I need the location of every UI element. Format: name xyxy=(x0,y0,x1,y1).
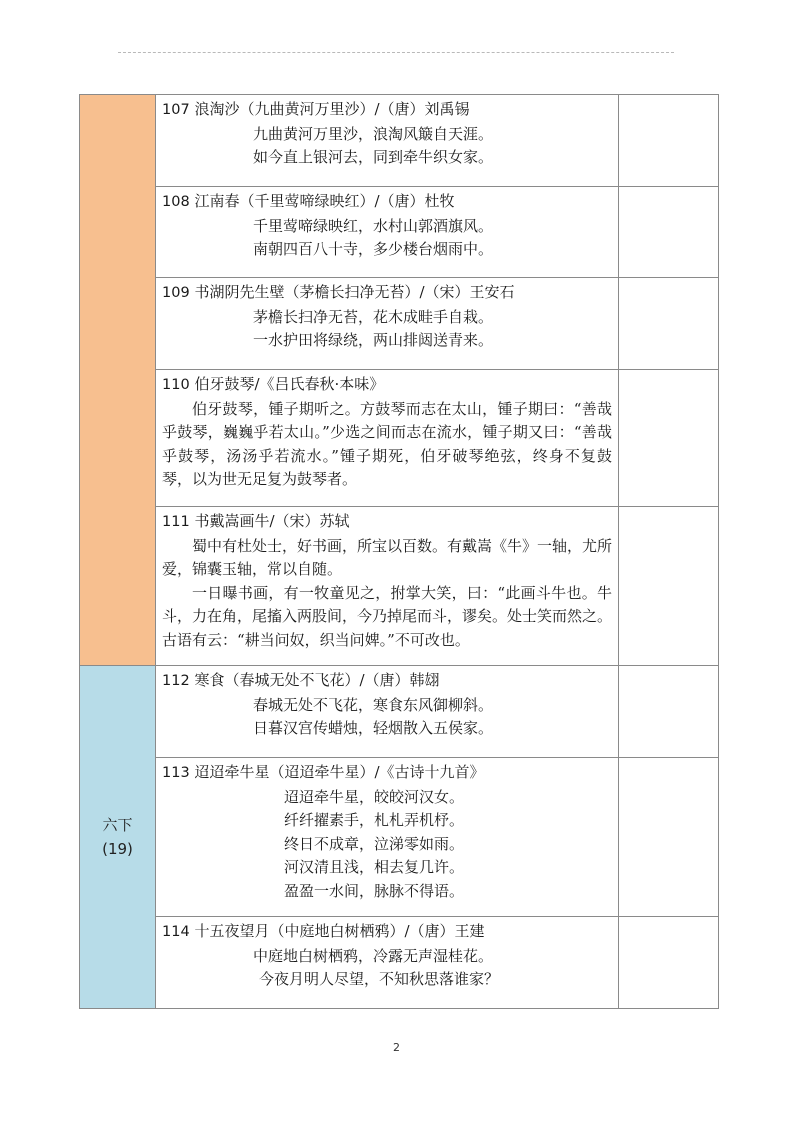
grade-label xyxy=(80,95,155,119)
verse-line: 九曲黄河万里沙，浪淘风簸自天涯。 xyxy=(253,124,494,143)
page-number: 2 xyxy=(393,1041,400,1054)
entry-title: 113 迢迢牵牛星（迢迢牵牛星）/《古诗十九首》 xyxy=(162,763,485,781)
note-cell xyxy=(619,370,719,507)
entry-title: 114 十五夜望月（中庭地白树栖鸦）/（唐）王建 xyxy=(162,922,485,940)
entry-cell xyxy=(156,666,619,758)
entry-107 xyxy=(156,95,618,174)
entry-cell xyxy=(156,758,619,917)
prose-paragraph: 伯牙鼓琴，锺子期听之。方鼓琴而志在太山，锺子期曰：“善哉乎鼓琴，巍巍乎若太山。”少选之间而志在流水，锺子期又曰：“善哉乎鼓琴，汤汤乎若流水。”锺子期死，伯牙破琴绝弦，终身不复鼓琴，以为世无足复为鼓琴者。 xyxy=(162,399,612,488)
entry-111 xyxy=(156,507,618,656)
header-rule xyxy=(118,52,674,53)
entry-title: 111 书戴嵩画牛/（宋）苏轼 xyxy=(162,512,350,530)
entry-title: 110 伯牙鼓琴/《吕氏春秋·本味》 xyxy=(162,375,385,393)
entry-114 xyxy=(156,917,618,996)
verse-line: 中庭地白树栖鸦，冷露无声湿桂花。 xyxy=(253,946,494,965)
verse-line: 盈盈一水间，脉脉不得语。 xyxy=(284,881,465,900)
entry-title: 112 寒食（春城无处不飞花）/（唐）韩翃 xyxy=(162,671,440,689)
note-cell xyxy=(619,278,719,370)
note-cell xyxy=(619,917,719,1009)
verse-line: 千里莺啼绿映红，水村山郭酒旗风。 xyxy=(253,216,494,235)
verse-line: 茅檐长扫净无苔，花木成畦手自栽。 xyxy=(253,307,494,326)
note-cell xyxy=(619,95,719,187)
entry-title: 109 书湖阴先生壁（茅檐长扫净无苔）/（宋）王安石 xyxy=(162,283,515,301)
grade-cell-6b xyxy=(80,666,156,1009)
entry-title: 107 浪淘沙（九曲黄河万里沙）/（唐）刘禹锡 xyxy=(162,100,470,118)
poem-table xyxy=(79,94,719,1009)
note-cell xyxy=(619,758,719,917)
entry-112 xyxy=(156,666,618,745)
entry-title: 108 江南春（千里莺啼绿映红）/（唐）杜牧 xyxy=(162,192,455,210)
prose-paragraph: 蜀中有杜处士，好书画，所宝以百数。有戴嵩《牛》一轴，尤所爱，锦囊玉轴，常以自随。 xyxy=(162,536,613,578)
entry-109 xyxy=(156,278,618,357)
verse-line: 迢迢牵牛星，皎皎河汉女。 xyxy=(284,787,465,806)
verse-line: 日暮汉宫传蜡烛，轻烟散入五侯家。 xyxy=(253,719,494,737)
entry-cell xyxy=(156,187,619,278)
note-cell xyxy=(619,666,719,758)
entry-cell xyxy=(156,278,619,370)
entry-113 xyxy=(156,758,618,907)
verse-line: 春城无处不飞花，寒食东风御柳斜。 xyxy=(253,695,494,714)
grade-label-6b: 六下 (19) xyxy=(102,816,133,858)
verse-line: 纤纤擢素手，札札弄机杼。 xyxy=(284,811,465,829)
verse-line: 河汉清且浅，相去复几许。 xyxy=(284,858,465,876)
entry-cell xyxy=(156,95,619,187)
entry-cell xyxy=(156,917,619,1009)
verse-line: 南朝四百八十寺，多少楼台烟雨中。 xyxy=(253,240,494,258)
prose-paragraph: 一日曝书画，有一牧童见之，拊掌大笑，曰：“此画斗牛也。牛斗，力在角，尾搐入两股间，今乃掉尾而斗，谬矣。处士笑而然之。古语有云：“耕当问奴，织当问婢。”不可改也。 xyxy=(162,583,613,649)
entry-108 xyxy=(156,187,618,266)
verse-line: 终日不成章，泣涕零如雨。 xyxy=(284,834,465,853)
note-cell xyxy=(619,507,719,666)
entry-cell xyxy=(156,370,619,507)
verse-line: 如今直上银河去，同到牵牛织女家。 xyxy=(253,148,494,166)
note-cell xyxy=(619,187,719,278)
verse-line: 一水护田将绿绕，两山排闼送青来。 xyxy=(253,331,494,349)
verse-line: 今夜月明人尽望，不知秋思落谁家？ xyxy=(259,970,500,988)
entry-cell xyxy=(156,507,619,666)
entry-110 xyxy=(156,370,618,496)
grade-cell-orange xyxy=(80,95,156,666)
